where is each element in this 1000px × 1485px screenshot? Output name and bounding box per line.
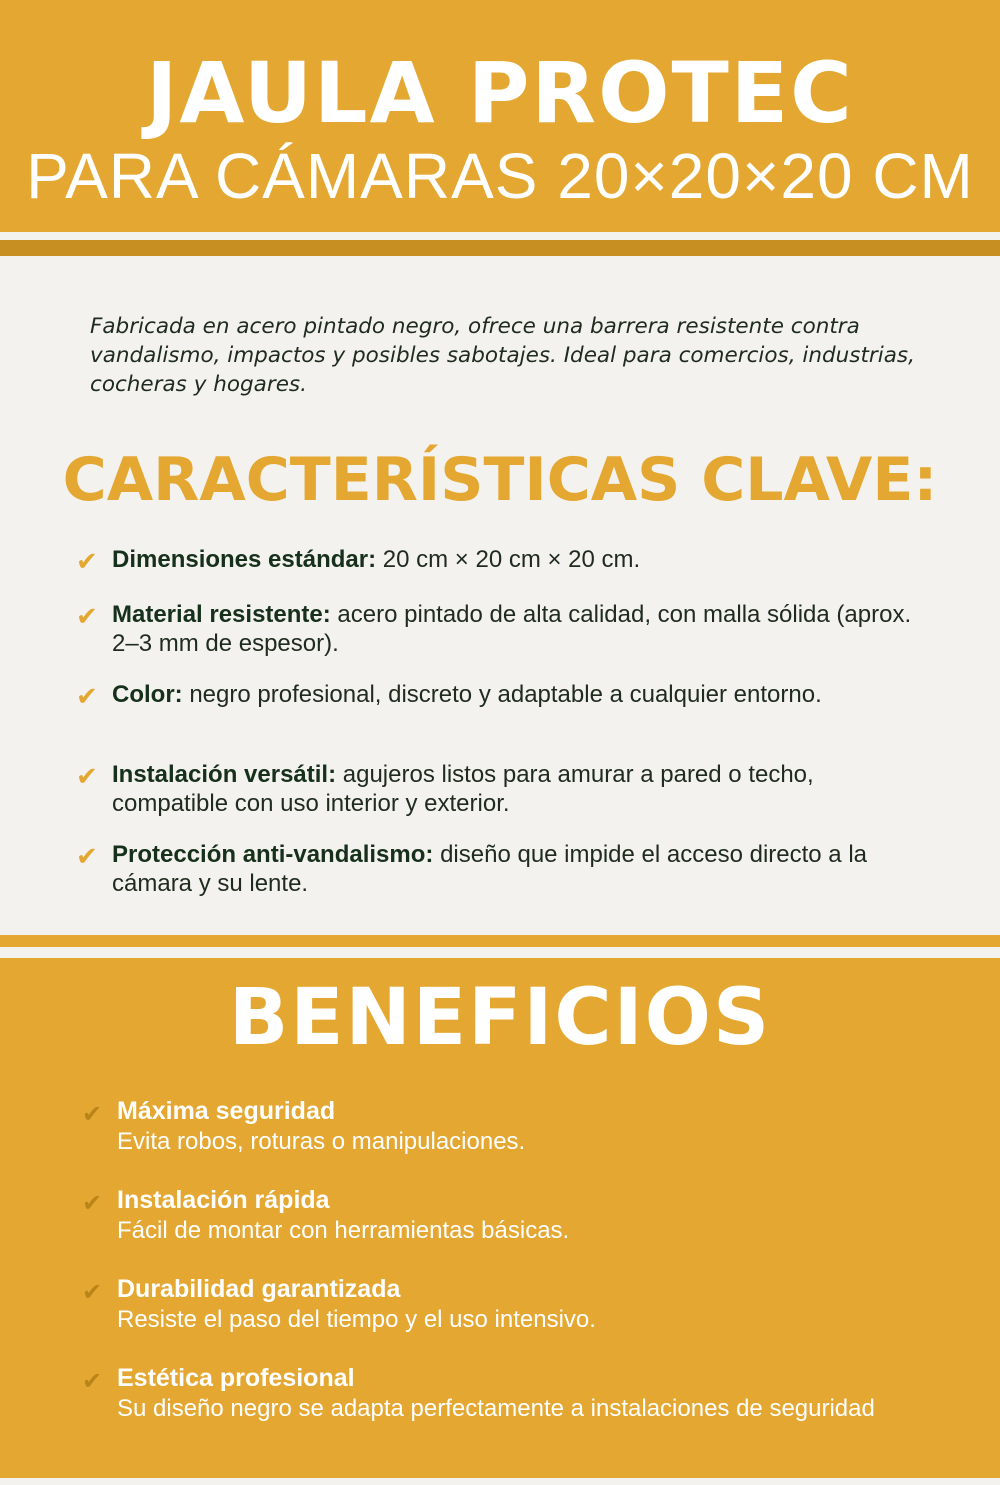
check-icon: ✔ xyxy=(82,1189,103,1217)
benefits-section xyxy=(0,958,1000,1478)
check-icon: ✔ xyxy=(82,1367,103,1395)
benefit-description: Su diseño negro se adapta perfectamente a instalaciones de seguridad xyxy=(117,1395,875,1422)
check-icon: ✔ xyxy=(76,547,98,577)
benefit-title: Durabilidad garantizada xyxy=(117,1275,401,1303)
feature-value: diseño que impide el acceso directo a la cámara y su lente. xyxy=(112,841,867,897)
benefit-description: Evita robos, roturas o manipulaciones. xyxy=(117,1128,526,1155)
feature-label: Instalación versátil: xyxy=(112,761,337,788)
benefit-title: Estética profesional xyxy=(117,1364,355,1392)
benefit-description: Fácil de montar con herramientas básicas. xyxy=(117,1217,570,1244)
feature-label: Protección anti-vandalismo: xyxy=(112,841,434,868)
section-divider xyxy=(0,935,1000,947)
feature-value: acero pintado de alta calidad, con malla sólida (aprox. 2–3 mm de espesor). xyxy=(112,601,912,657)
feature-label: Dimensiones estándar: xyxy=(112,546,377,573)
feature-text xyxy=(112,600,912,658)
check-icon: ✔ xyxy=(82,1278,103,1306)
page-title: JAULA PROTEC xyxy=(146,44,854,142)
check-icon: ✔ xyxy=(76,682,98,712)
benefit-title: Instalación rápida xyxy=(117,1186,330,1214)
page-subtitle: PARA CÁMARAS 20×20×20 CM xyxy=(26,140,974,212)
feature-text xyxy=(112,680,912,709)
feature-label: Material resistente: xyxy=(112,601,331,628)
feature-text xyxy=(112,760,912,818)
features-heading: CARACTERÍSTICAS CLAVE: xyxy=(62,445,938,515)
intro-paragraph: Fabricada en acero pintado negro, ofrece una barrera resistente contra vandalismo, impactos y posibles sabotajes. Ideal para comercios, industrias, cocheras y hogares. xyxy=(90,314,915,397)
feature-value: agujeros listos para amurar a pared o techo, compatible con uso interior y exterior. xyxy=(112,761,814,817)
check-icon: ✔ xyxy=(82,1100,103,1128)
benefit-description: Resiste el paso del tiempo y el uso intensivo. xyxy=(117,1306,596,1333)
header-divider xyxy=(0,240,1000,256)
feature-text xyxy=(112,840,912,898)
feature-label: Color: xyxy=(112,681,183,708)
check-icon: ✔ xyxy=(76,602,98,632)
check-icon: ✔ xyxy=(76,762,98,792)
benefit-title: Máxima seguridad xyxy=(117,1097,336,1125)
feature-value: 20 cm × 20 cm × 20 cm. xyxy=(376,546,641,573)
benefits-heading: BENEFICIOS xyxy=(228,973,772,1063)
check-icon: ✔ xyxy=(76,842,98,872)
feature-value: negro profesional, discreto y adaptable a cualquier entorno. xyxy=(182,681,822,708)
feature-text xyxy=(112,545,912,574)
header-banner xyxy=(0,0,1000,232)
